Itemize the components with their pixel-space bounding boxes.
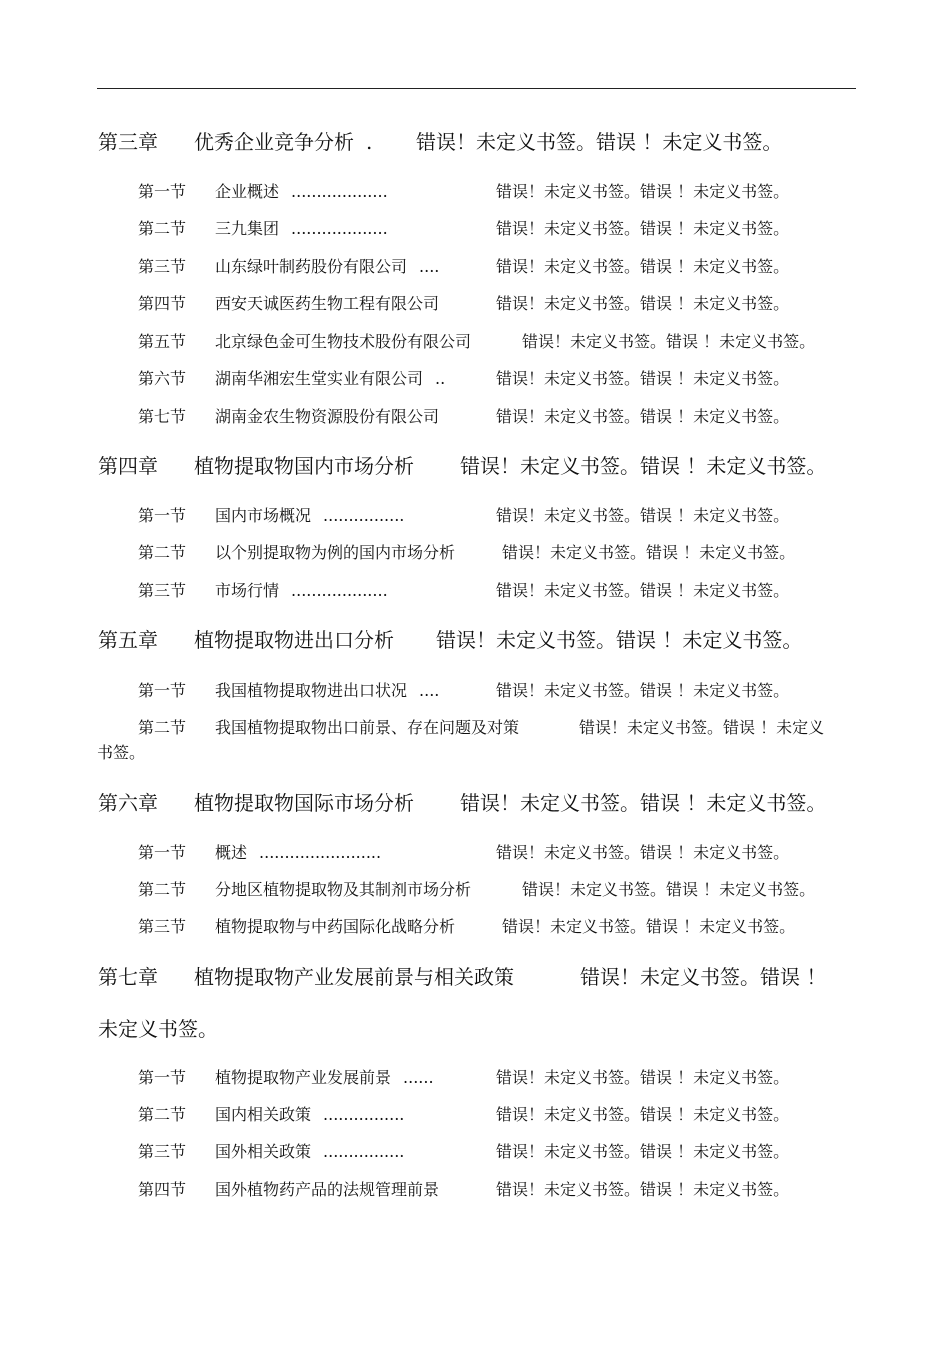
section-title: 山东绿叶制药股份有限公司	[215, 257, 408, 276]
toc-section-entry[interactable]	[138, 366, 790, 389]
dot-leader: ................	[323, 1105, 405, 1124]
toc-chapter-entry[interactable]	[98, 450, 827, 479]
page-reference: 错误！未定义书签。错误 ！未定义书签。	[496, 1142, 790, 1161]
section-title: 分地区植物提取物及其制剂市场分析	[215, 880, 472, 899]
page-reference: 错误！未定义书签。错误 ！未定义书签。	[496, 843, 790, 862]
toc-section-entry[interactable]	[138, 578, 790, 601]
dot-leader: ....	[419, 257, 440, 276]
toc-section-entry[interactable]	[138, 715, 825, 738]
section-title: 我国植物提取物进出口状况	[215, 681, 408, 700]
section-title: 三九集团	[215, 219, 280, 238]
dot-leader: ......	[403, 1068, 434, 1087]
toc-section-entry[interactable]	[138, 404, 790, 427]
page-reference: 错误！未定义书签。错误 ！未定义书签。	[496, 506, 790, 525]
chapter-title: 植物提取物国际市场分析	[194, 791, 414, 815]
toc-chapter-entry[interactable]	[98, 961, 827, 990]
page-reference: 错误！未定义书签。错误 ！未定义书签。	[496, 581, 790, 600]
page-reference: 错误！未定义书签。错误 ！未定义	[579, 718, 825, 737]
section-number: 第二节	[138, 1105, 187, 1124]
page-reference: 错误！未定义书签。错误 ！未定义书签。	[496, 1105, 790, 1124]
chapter-number: 第六章	[98, 791, 158, 815]
toc-section-entry[interactable]	[138, 914, 796, 937]
page-reference: 错误！未定义书签。错误 ！未定义书签。	[522, 332, 816, 351]
page-reference: 错误！未定义书签。错误 ！未定义书签。	[496, 1180, 790, 1199]
page-reference: 错误！未定义书签。错误 ！未定义书签。	[502, 917, 796, 936]
section-title: 我国植物提取物出口前景、存在问题及对策	[215, 718, 520, 737]
section-number: 第一节	[138, 506, 187, 525]
toc-section-entry[interactable]	[138, 216, 790, 239]
page-reference-continuation: 未定义书签。	[98, 1017, 218, 1041]
chapter-title: 植物提取物进出口分析	[194, 628, 394, 652]
page-reference: 错误！未定义书签。错误 ！未定义书签。	[496, 182, 790, 201]
section-number: 第二节	[138, 880, 187, 899]
page-reference: 错误！未定义书签。错误 ！未定义书签。	[496, 1068, 790, 1087]
chapter-title: 优秀企业竞争分析	[194, 130, 354, 154]
section-number: 第二节	[138, 543, 187, 562]
page-reference: 错误！未定义书签。错误 ！未定义书签。	[496, 681, 790, 700]
section-title: 概述	[215, 843, 248, 862]
chapter-number: 第四章	[98, 454, 158, 478]
section-title: 西安天诚医药生物工程有限公司	[215, 294, 440, 313]
section-number: 第三节	[138, 1142, 187, 1161]
page-reference: 错误！未定义书签。错误 ！未定义书签。	[460, 791, 827, 815]
toc-chapter-entry[interactable]	[98, 126, 783, 155]
chapter-number: 第五章	[98, 628, 158, 652]
toc-section-entry[interactable]	[138, 291, 790, 314]
toc-section-entry[interactable]	[138, 254, 790, 277]
chapter-number: 第七章	[98, 965, 158, 989]
chapter-number: 第三章	[98, 130, 158, 154]
section-number: 第四节	[138, 1180, 187, 1199]
section-number: 第一节	[138, 182, 187, 201]
toc-chapter-entry[interactable]	[98, 624, 803, 653]
page-reference: 错误！未定义书签。错误 ！未定义书签。	[436, 628, 803, 652]
section-number: 第二节	[138, 718, 187, 737]
dot-leader: ................	[323, 1142, 405, 1161]
dot-leader: ...................	[291, 581, 388, 600]
section-title: 北京绿色金可生物技术股份有限公司	[215, 332, 472, 351]
section-number: 第五节	[138, 332, 187, 351]
page-reference: 错误！未定义书签。错误 ！未定义书签。	[496, 257, 790, 276]
page-reference: 错误！未定义书签。错误 ！未定义书签。	[416, 130, 783, 154]
toc-section-entry[interactable]	[138, 1139, 790, 1162]
page-reference: 错误！未定义书签。错误 ！	[580, 965, 827, 989]
section-title: 以个别提取物为例的国内市场分析	[215, 543, 456, 562]
toc-section-entry[interactable]	[138, 540, 796, 563]
section-number: 第一节	[138, 1068, 187, 1087]
section-number: 第一节	[138, 681, 187, 700]
chapter-title: 植物提取物国内市场分析	[194, 454, 414, 478]
section-number: 第三节	[138, 581, 187, 600]
dot-leader: ...................	[291, 182, 388, 201]
toc-section-entry[interactable]	[138, 1102, 790, 1125]
page-reference: 错误！未定义书签。错误 ！未定义书签。	[522, 880, 816, 899]
section-number: 第二节	[138, 219, 187, 238]
toc-section-entry[interactable]	[138, 1177, 790, 1200]
section-number: 第七节	[138, 407, 187, 426]
section-title: 市场行情	[215, 581, 280, 600]
section-title: 国外相关政策	[215, 1142, 312, 1161]
dot-leader: ................	[323, 506, 405, 525]
section-number: 第三节	[138, 257, 187, 276]
toc-section-entry[interactable]	[138, 877, 816, 900]
page-reference: 错误！未定义书签。错误 ！未定义书签。	[460, 454, 827, 478]
page-reference: 错误！未定义书签。错误 ！未定义书签。	[496, 407, 790, 426]
page-reference: 错误！未定义书签。错误 ！未定义书签。	[496, 369, 790, 388]
section-number: 第六节	[138, 369, 187, 388]
dot-leader: ...................	[291, 219, 388, 238]
dot-leader: ..	[435, 369, 446, 388]
page-reference: 错误！未定义书签。错误 ！未定义书签。	[496, 294, 790, 313]
dot-leader: ........................	[259, 843, 382, 862]
toc-section-entry[interactable]	[138, 329, 816, 352]
toc-chapter-entry[interactable]	[98, 787, 827, 816]
toc-section-entry[interactable]	[138, 678, 790, 701]
section-title: 国外植物药产品的法规管理前景	[215, 1180, 440, 1199]
section-number: 第三节	[138, 917, 187, 936]
section-number: 第四节	[138, 294, 187, 313]
section-title: 国内市场概况	[215, 506, 312, 525]
toc-section-entry[interactable]	[138, 840, 790, 863]
section-title: 湖南华湘宏生堂实业有限公司	[215, 369, 424, 388]
toc-section-entry[interactable]	[138, 503, 790, 526]
chapter-title: 植物提取物产业发展前景与相关政策	[194, 965, 514, 989]
section-title: 植物提取物与中药国际化战略分析	[215, 917, 456, 936]
dot-leader: ....	[419, 681, 440, 700]
section-title: 企业概述	[215, 182, 280, 201]
toc-section-entry[interactable]	[138, 179, 790, 202]
section-title: 国内相关政策	[215, 1105, 312, 1124]
section-title: 湖南金农生物资源股份有限公司	[215, 407, 440, 426]
toc-section-entry[interactable]	[138, 1065, 790, 1088]
page-reference-continuation: 书签。	[97, 743, 146, 762]
page-reference: 错误！未定义书签。错误 ！未定义书签。	[502, 543, 796, 562]
page-reference: 错误！未定义书签。错误 ！未定义书签。	[496, 219, 790, 238]
dot-leader: .	[366, 130, 373, 154]
section-number: 第一节	[138, 843, 187, 862]
section-title: 植物提取物产业发展前景	[215, 1068, 392, 1087]
